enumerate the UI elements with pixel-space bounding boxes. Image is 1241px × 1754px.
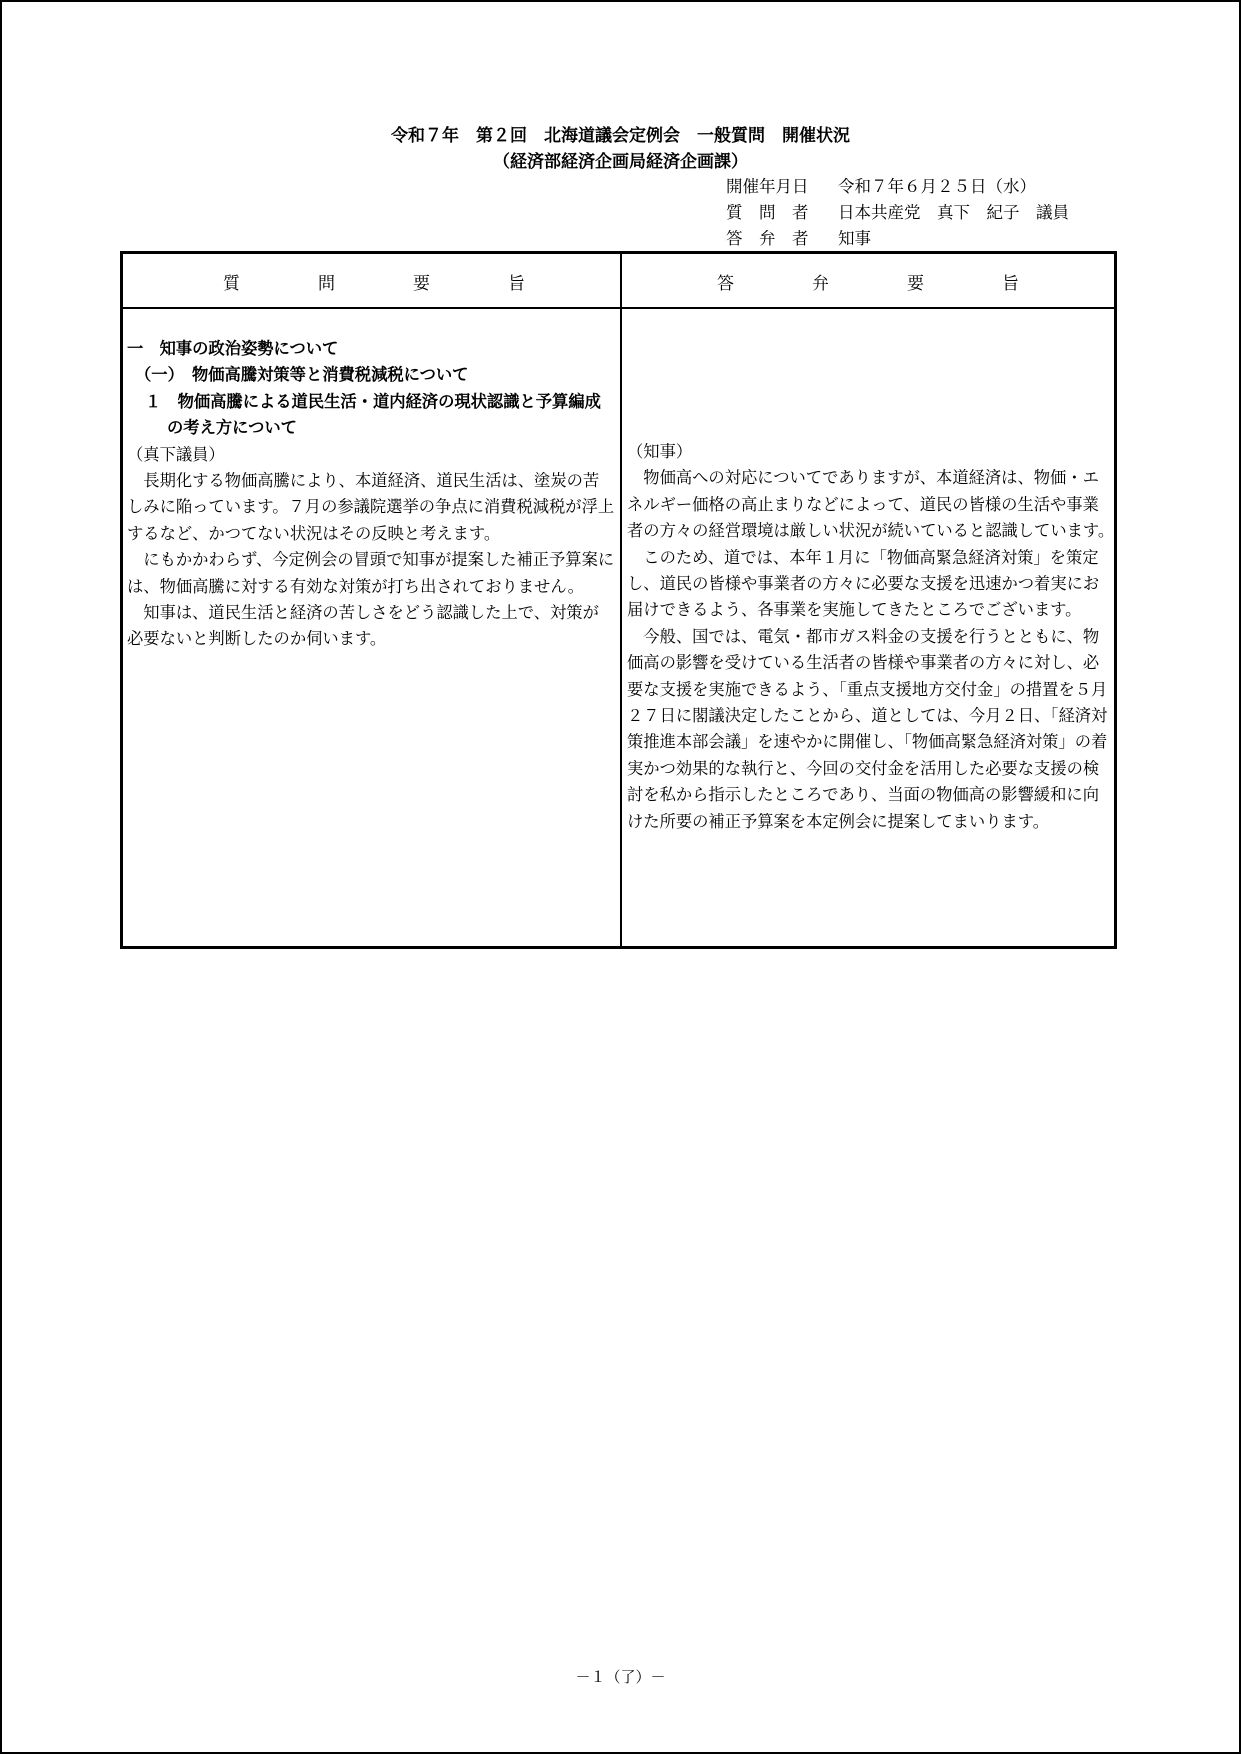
item-heading: １ 物価高騰による道民生活・道内経済の現状認識と予算編成の考え方について [145, 391, 601, 438]
meta-date [726, 173, 1036, 197]
header-char: 弁 [812, 274, 829, 294]
header-char: 質 [223, 274, 240, 294]
header-char: 要 [907, 274, 924, 294]
question-paragraph: 長期化する物価高騰により、本道経済、道民生活は、塗炭の苦しみに陥っています。７月の参議院選挙の争点に消費税減税が浮上するなど、かつてない状況はその反映と考えます。 [127, 471, 615, 543]
meta-date-label: 開催年月日 [726, 177, 809, 196]
answer-paragraph: 今般、国では、電気・都市ガス料金の支援を行うとともに、物価高の影響を受けている生活者の皆様や事業者の方々に対し、必要な支援を実施できるよう、「重点支援地方交付金」の措置を５月２７日に閣議決定したことから、道としては、今月２日、「経済対策推進本部会議」を速やかに開催し、「物価高緊急経済対策」の着実かつ効果的な執行と、今回の交付金を活用した必要な支援の検討を私から指示したところであり、当面の物価高の影響緩和に向けた所要の補正予算案を本定例会に提案してまいります。 [627, 626, 1108, 831]
meta-questioner [726, 199, 1069, 223]
qa-table [120, 251, 1117, 949]
column-divider [620, 254, 622, 946]
header-char: 旨 [1002, 274, 1019, 294]
meta-date-value: 令和７年６月２５日（水） [838, 177, 1036, 196]
question-paragraph: 知事は、道民生活と経済の苦しさをどう認識した上で、対策が必要ないと判断したのか伺います。 [127, 603, 599, 649]
respondent-name: （知事） [627, 442, 693, 461]
subsection-heading: （一） 物価高騰対策等と消費税減税について [135, 365, 469, 385]
header-char: 問 [318, 274, 335, 294]
section-heading: 一 知事の政治姿勢について [127, 339, 339, 358]
answer-column [627, 439, 1115, 835]
page-number: －１（了）－ [575, 1668, 666, 1686]
questioner-name: （真下議員） [127, 444, 225, 464]
meta-respondent-value: 知事 [838, 229, 871, 248]
header-char: 答 [717, 274, 734, 294]
meta-questioner-value: 日本共産党 真下 紀子 議員 [838, 203, 1069, 222]
header-char: 要 [413, 274, 430, 294]
question-column [127, 336, 615, 653]
header-char: 旨 [508, 274, 525, 294]
answer-paragraph: 物価高への対応についてでありますが、本道経済は、物価・エネルギー価格の高止まりなどによって、道民の皆様の生活や事業者の方々の経営環境は厳しい状況が続いていると認識しています。 [627, 468, 1115, 541]
department-name: （経済部経済企画局経済企画課） [493, 152, 748, 172]
document-title: 令和７年 第２回 北海道議会定例会 一般質問 開催状況 [391, 126, 850, 146]
meta-questioner-label: 質 問 者 [726, 203, 809, 222]
meta-respondent-label: 答 弁 者 [726, 229, 809, 248]
answer-paragraph: このため、道では、本年１月に「物価高緊急経済対策」を策定し、道民の皆様や事業者の方々に必要な支援を迅速かつ着実にお届けできるよう、各事業を実施してきたところでございます。 [627, 547, 1100, 620]
meta-respondent [726, 225, 871, 249]
question-paragraph: にもかかわらず、今定例会の冒頭で知事が提案した補正予算案には、物価高騰に対する有効な対策が打ち出されておりません。 [127, 550, 615, 596]
header-divider [123, 307, 1114, 309]
